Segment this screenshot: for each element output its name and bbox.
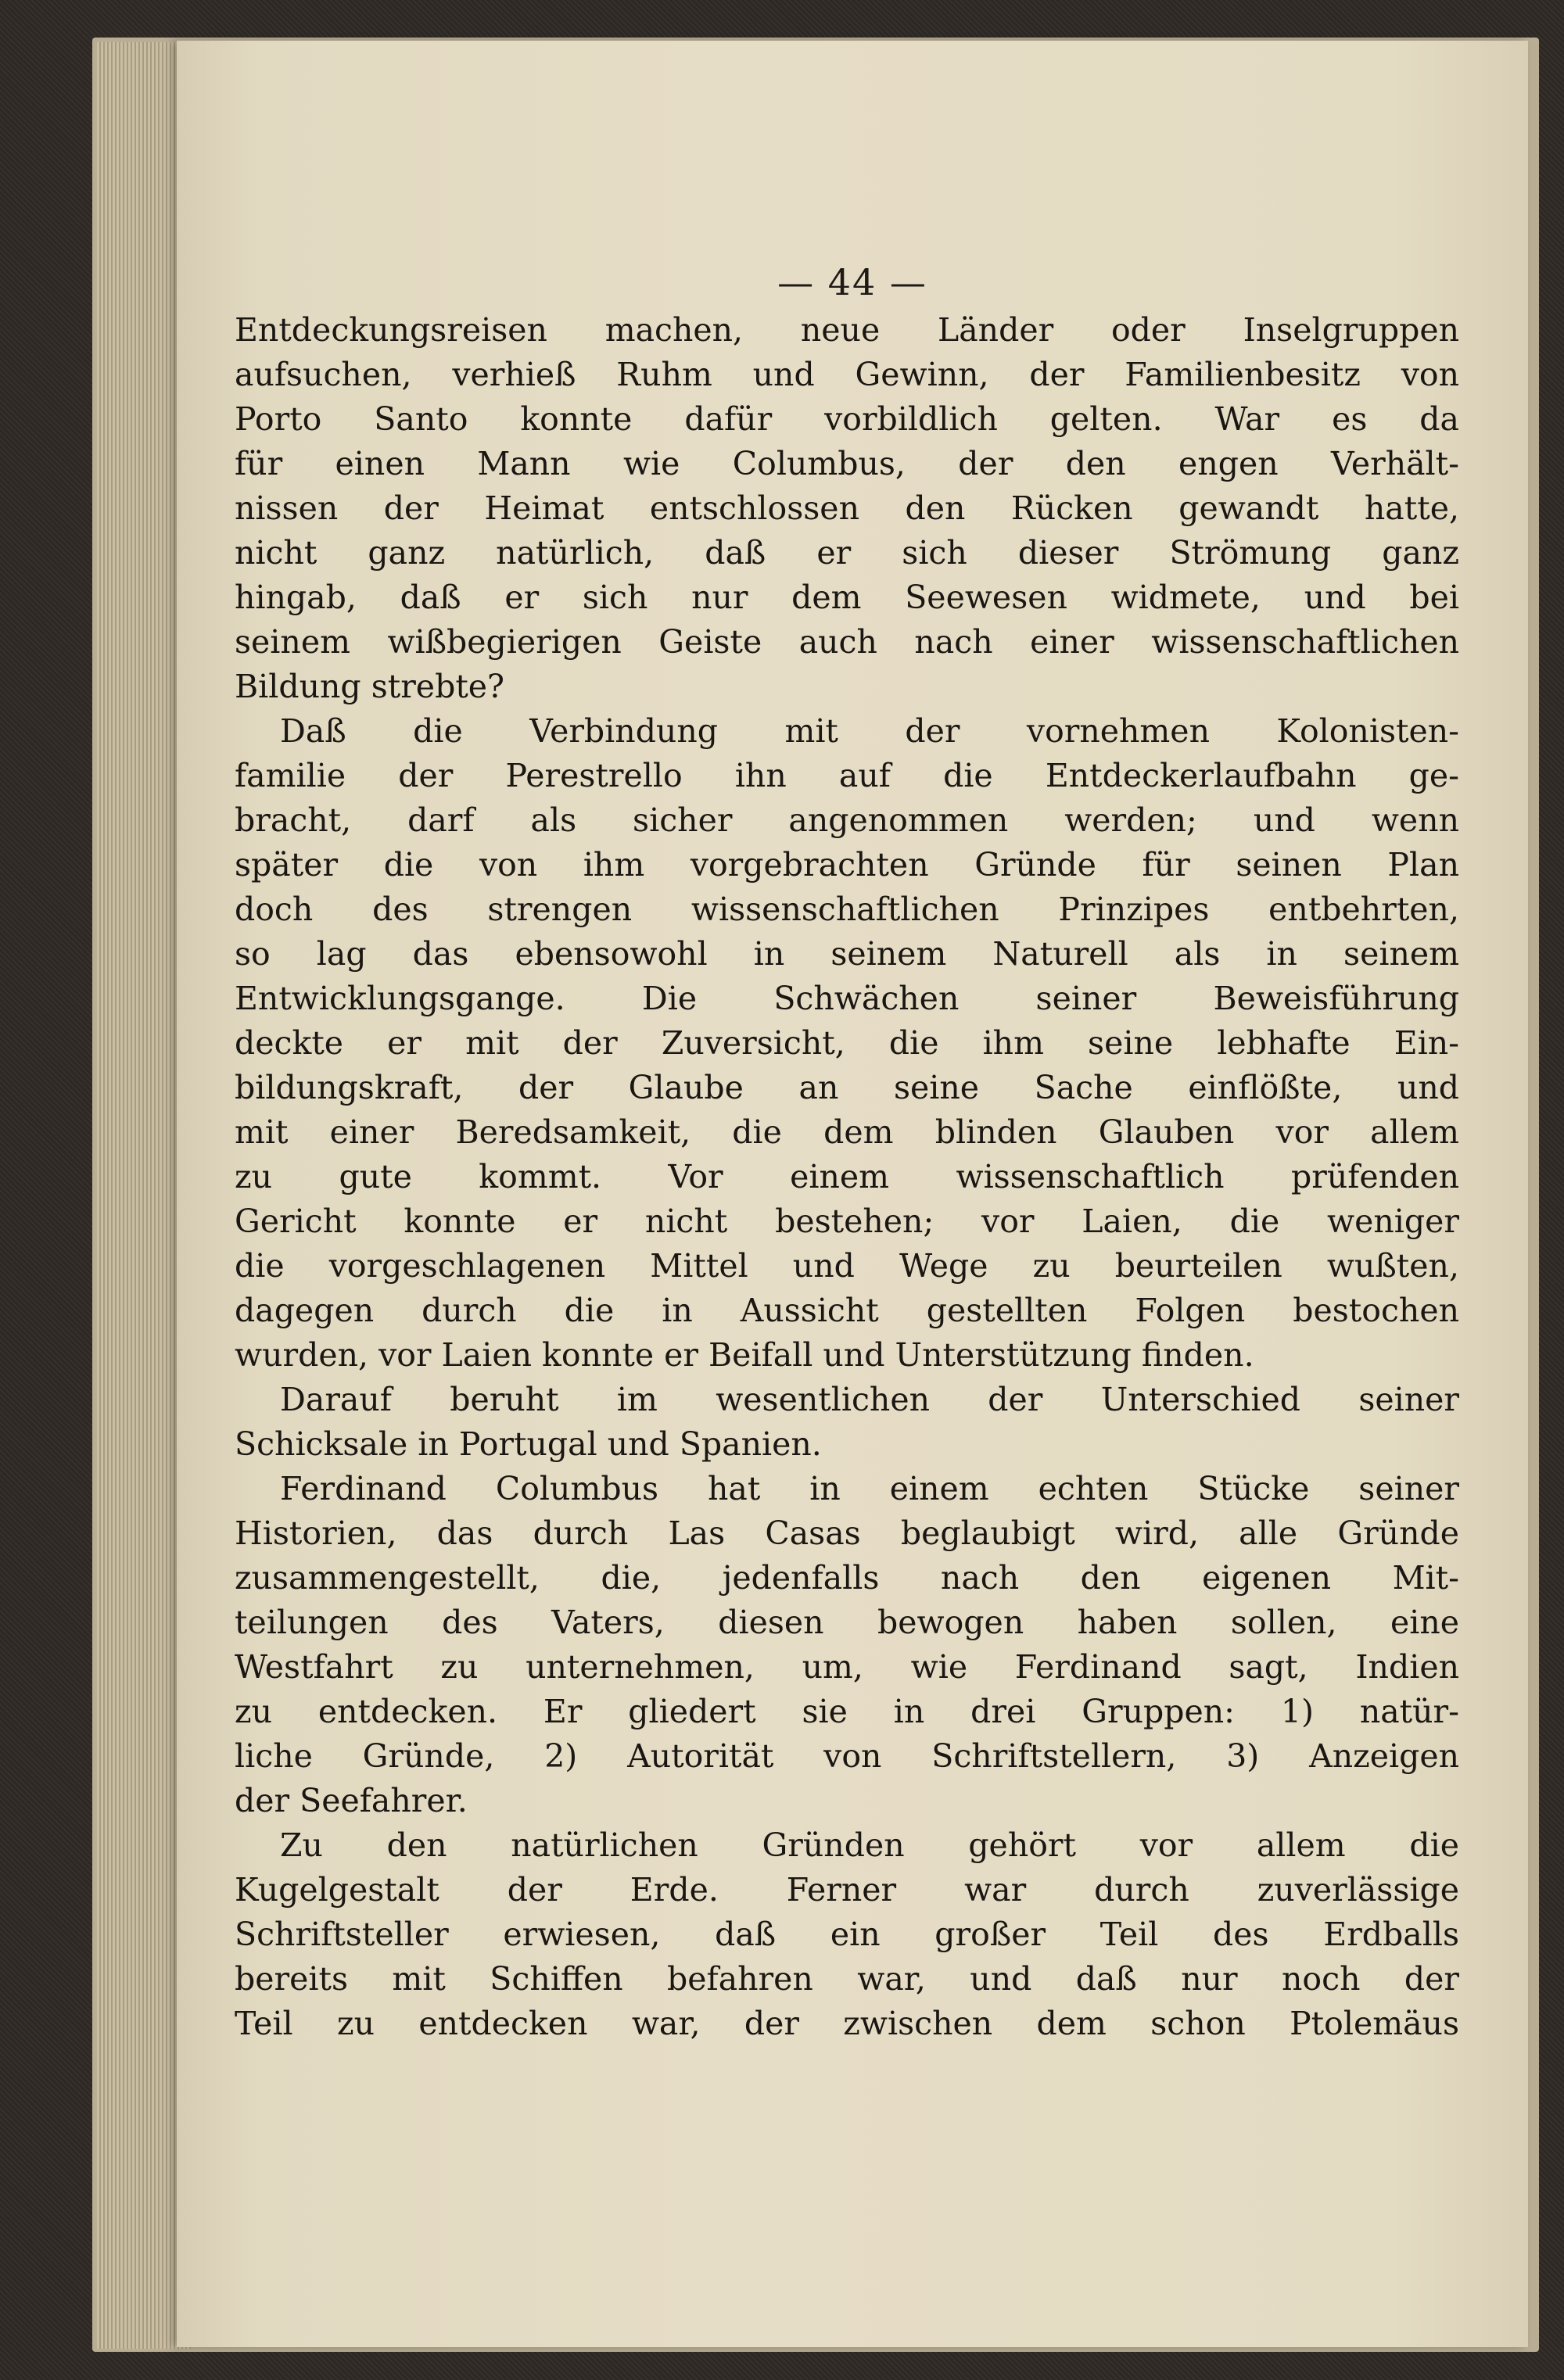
- text-line: hingab, daß er sich nur dem Seewesen widmete, und bei: [235, 579, 1459, 616]
- page-number: — 44 —: [777, 261, 927, 303]
- text-line: Porto Santo konnte dafür vorbildlich gelten. War es da: [235, 400, 1459, 438]
- text-line: Zu den natürlichen Gründen gehört vor allem die: [280, 1826, 1459, 1864]
- text-line: Kugelgestalt der Erde. Ferner war durch zuverlässige: [235, 1871, 1459, 1909]
- text-line: Darauf beruht im wesentlichen der Unterschied seiner: [280, 1381, 1459, 1418]
- text-line: Westfahrt zu unternehmen, um, wie Ferdinand sagt, Indien: [235, 1648, 1459, 1686]
- text-line: zu entdecken. Er gliedert sie in drei Gruppen: 1) natür-: [235, 1693, 1459, 1730]
- text-line: bildungskraft, der Glaube an seine Sache einflößte, und: [235, 1069, 1459, 1106]
- text-line: nissen der Heimat entschlossen den Rücken gewandt hatte,: [235, 489, 1459, 527]
- text-line: deckte er mit der Zuversicht, die ihm seine lebhafte Ein-: [235, 1024, 1459, 1062]
- text-line: Daß die Verbindung mit der vornehmen Kolonisten-: [280, 712, 1459, 750]
- text-line: Bildung strebte?: [235, 668, 505, 705]
- text-line: liche Gründe, 2) Autorität von Schriftstellern, 3) Anzeigen: [235, 1737, 1459, 1775]
- text-line: so lag das ebensowohl in seinem Naturell als in seinem: [235, 935, 1459, 973]
- text-line: zu gute kommt. Vor einem wissenschaftlich prüfenden: [235, 1158, 1459, 1195]
- text-line: Historien, das durch Las Casas beglaubigt wird, alle Gründe: [235, 1514, 1459, 1552]
- text-line: aufsuchen, verhieß Ruhm und Gewinn, der Familienbesitz von: [235, 356, 1459, 393]
- text-line: wurden, vor Laien konnte er Beifall und Unterstützung finden.: [235, 1336, 1254, 1374]
- text-line: Gericht konnte er nicht bestehen; vor Laien, die weniger: [235, 1203, 1459, 1240]
- text-line: Entdeckungsreisen machen, neue Länder oder Inselgruppen: [235, 311, 1459, 349]
- text-line: doch des strengen wissenschaftlichen Prinzipes entbehrten,: [235, 891, 1459, 928]
- text-line: dagegen durch die in Aussicht gestellten Folgen bestochen: [235, 1292, 1459, 1329]
- text-line: familie der Perestrello ihn auf die Entdeckerlaufbahn ge-: [235, 757, 1459, 794]
- text-line: später die von ihm vorgebrachten Gründe für seinen Plan: [235, 846, 1459, 884]
- text-line: nicht ganz natürlich, daß er sich dieser Strömung ganz: [235, 534, 1459, 572]
- body-text: [235, 308, 1459, 2046]
- text-line: seinem wißbegierigen Geiste auch nach einer wissenschaftlichen: [235, 623, 1459, 661]
- text-line: Schriftsteller erwiesen, daß ein großer Teil des Erdballs: [235, 1916, 1459, 1953]
- text-line: teilungen des Vaters, diesen bewogen haben sollen, eine: [235, 1604, 1459, 1641]
- text-line: Ferdinand Columbus hat in einem echten Stücke seiner: [280, 1470, 1459, 1507]
- text-line: Schicksale in Portugal und Spanien.: [235, 1425, 822, 1463]
- text-line: mit einer Beredsamkeit, die dem blinden Glauben vor allem: [235, 1113, 1459, 1151]
- text-line: zusammengestellt, die, jedenfalls nach den eigenen Mit-: [235, 1559, 1459, 1597]
- text-line: Teil zu entdecken war, der zwischen dem schon Ptolemäus: [235, 2005, 1459, 2042]
- text-line: der Seefahrer.: [235, 1782, 468, 1819]
- text-line: bereits mit Schiffen befahren war, und daß nur noch der: [235, 1960, 1459, 1998]
- text-line: bracht, darf als sicher angenommen werden; und wenn: [235, 801, 1459, 839]
- text-line: Entwicklungsgange. Die Schwächen seiner Beweisführung: [235, 980, 1459, 1017]
- text-line: für einen Mann wie Columbus, der den engen Verhält-: [235, 445, 1459, 482]
- text-line: die vorgeschlagenen Mittel und Wege zu beurteilen wußten,: [235, 1247, 1459, 1285]
